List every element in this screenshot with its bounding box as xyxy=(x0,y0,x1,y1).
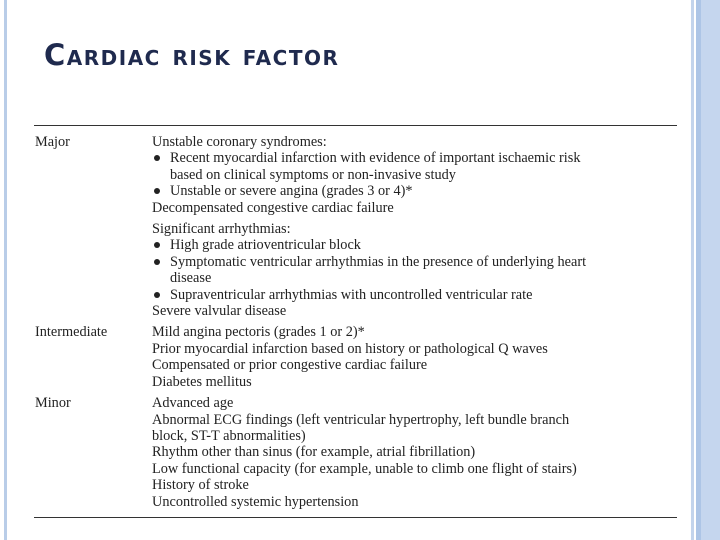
risk-factor-group xyxy=(152,324,675,390)
bullet-item: High grade atrioventricular block xyxy=(152,237,675,253)
risk-factor-line: History of stroke xyxy=(152,477,249,494)
risk-factor-line: Significant arrhythmias: xyxy=(152,221,291,238)
bullet-item: Supraventricular arrhythmias with uncontrolled ventricular rate xyxy=(152,287,675,303)
slide-title: Cardiac risk factor xyxy=(44,38,340,72)
risk-factor-line: block, ST-T abnormalities) xyxy=(152,427,306,444)
risk-factor-line: Uncontrolled systemic hypertension xyxy=(152,493,359,510)
risk-category-label: Major xyxy=(35,134,70,150)
risk-factor-line: disease xyxy=(170,270,212,287)
table-row xyxy=(35,395,675,510)
risk-factor-line: Diabetes mellitus xyxy=(152,373,252,390)
risk-factor-line: Low functional capacity (for example, unable to climb one flight of stairs) xyxy=(152,460,577,477)
risk-factor-line: Abnormal ECG findings (left ventricular hypertrophy, left bundle branch xyxy=(152,411,570,428)
left-border-decoration xyxy=(4,0,7,540)
risk-factor-line: Compensated or prior congestive cardiac failure xyxy=(152,357,428,374)
risk-category-label: Minor xyxy=(35,395,71,412)
bullet-item: Symptomatic ventricular arrhythmias in the presence of underlying heart xyxy=(152,254,675,270)
risk-factor-line: Prior myocardial infarction based on history or pathological Q waves xyxy=(152,340,548,357)
risk-factor-line: Mild angina pectoris (grades 1 or 2)* xyxy=(152,324,365,341)
bullet-item: Recent myocardial infarction with evidence of important ischaemic risk xyxy=(152,150,675,166)
right-stripe-decoration xyxy=(690,0,720,540)
risk-factor-line: Severe valvular disease xyxy=(152,303,287,320)
risk-factor-group xyxy=(152,395,675,510)
bullet-item: Unstable or severe angina (grades 3 or 4)* xyxy=(152,183,675,199)
risk-factor-line: Decompensated congestive cardiac failure xyxy=(152,199,394,216)
table-top-rule xyxy=(34,125,677,126)
risk-factor-line: based on clinical symptoms or non-invasive study xyxy=(170,166,456,183)
risk-factor-line: Unstable coronary syndromes: xyxy=(152,134,327,150)
risk-factor-group xyxy=(152,134,675,216)
table-row xyxy=(35,134,675,319)
table-bottom-rule xyxy=(34,517,677,518)
risk-factors-cell xyxy=(152,134,675,319)
risk-factors-cell xyxy=(152,395,675,510)
risk-factor-line: Advanced age xyxy=(152,395,234,412)
risk-factor-table xyxy=(35,134,675,515)
risk-category-label: Intermediate xyxy=(35,324,108,341)
risk-factors-cell xyxy=(152,324,675,390)
risk-factor-line: Rhythm other than sinus (for example, atrial fibrillation) xyxy=(152,444,476,461)
risk-factor-group xyxy=(152,221,675,319)
table-row xyxy=(35,324,675,390)
